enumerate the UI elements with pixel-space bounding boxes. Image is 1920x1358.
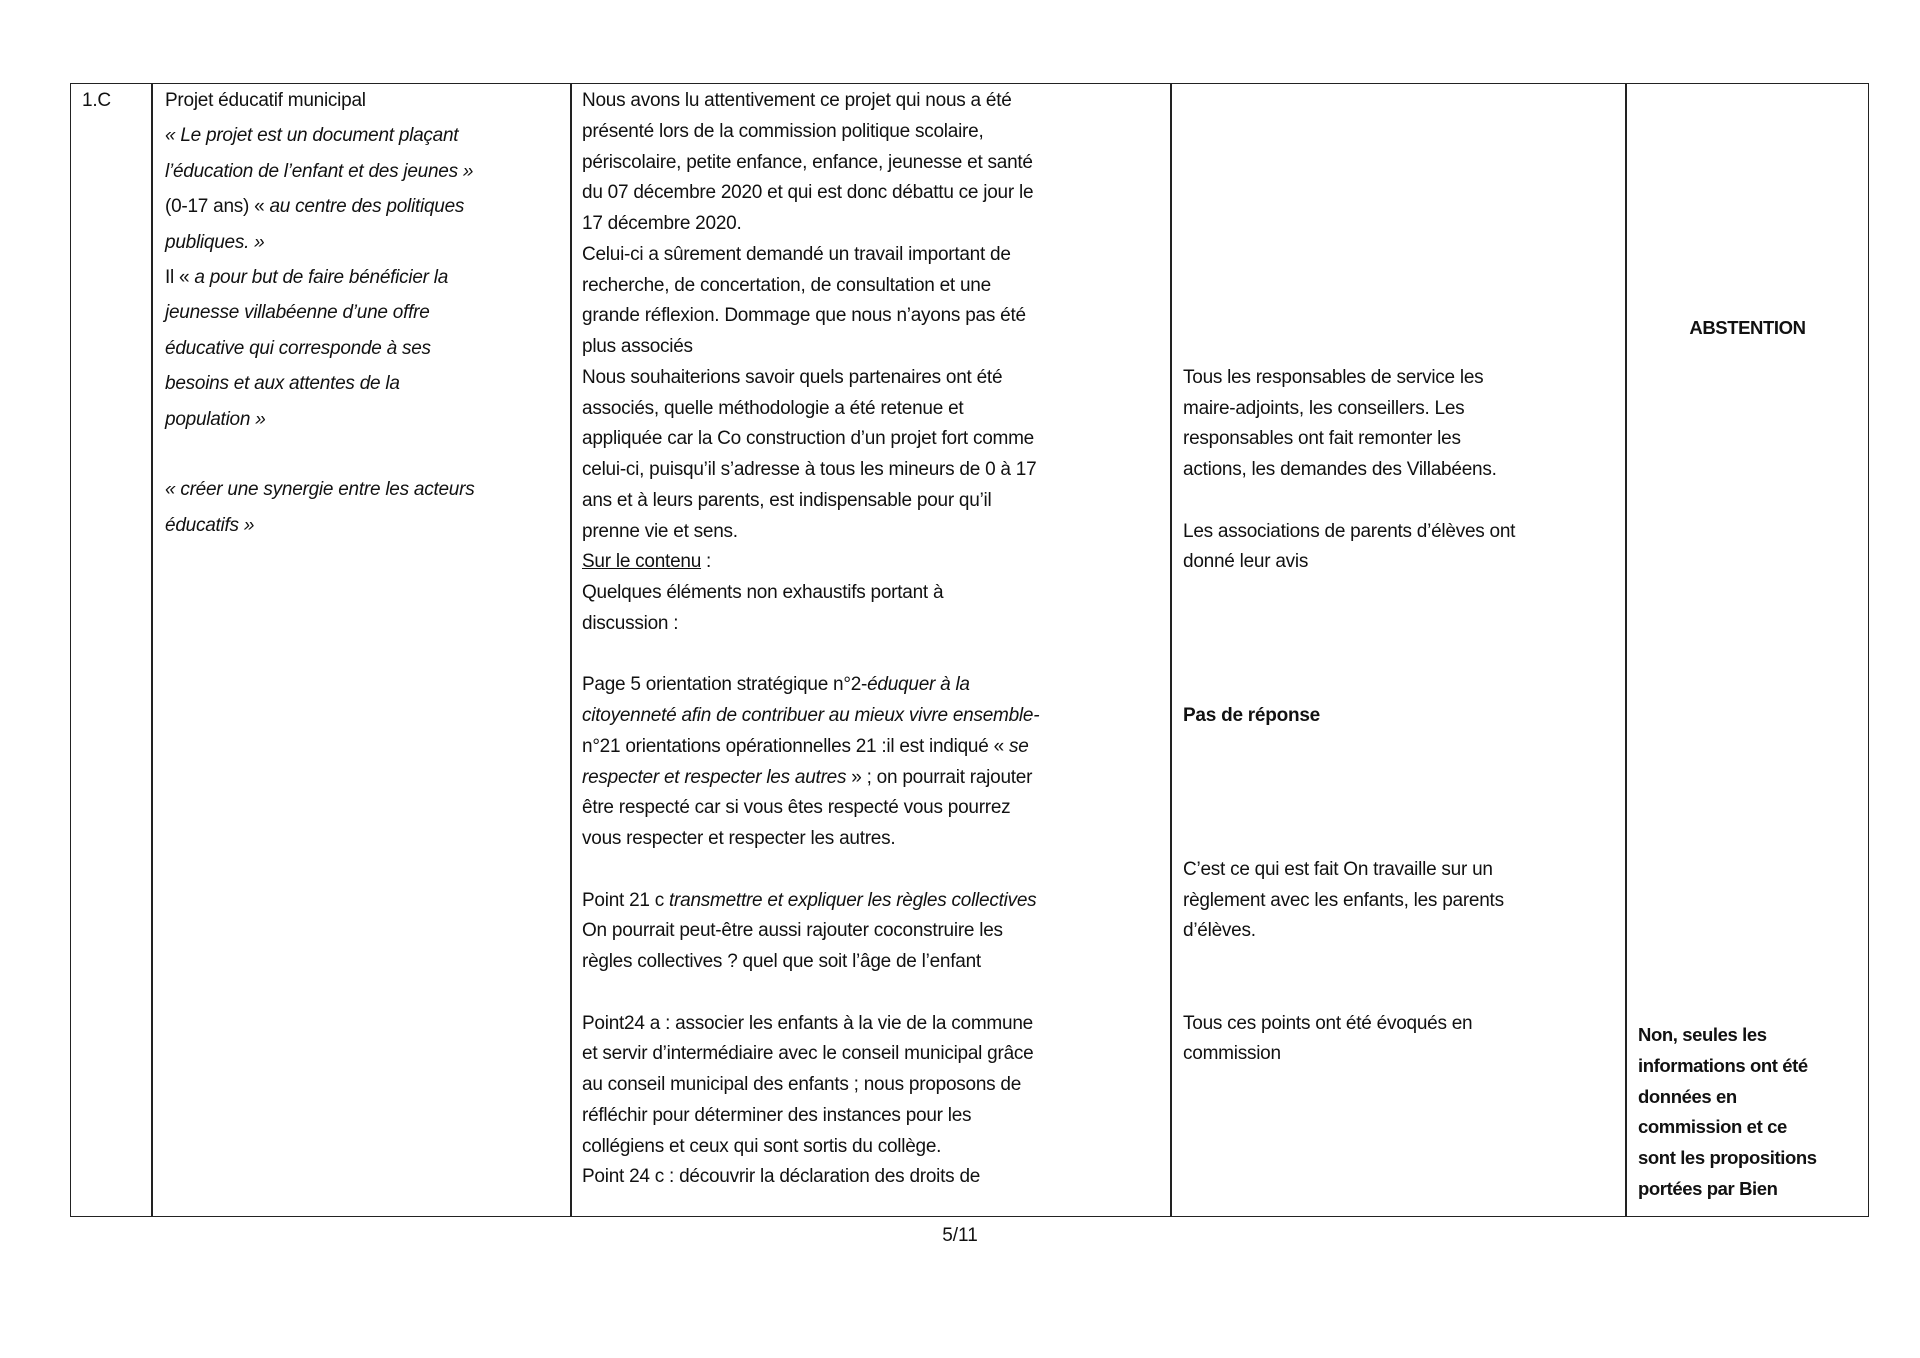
text-segment: celui-ci, puisqu’il s’adresse à tous les mineurs de 0 à 17 [582,459,1037,480]
text-line [1183,886,1515,917]
text-segment: éducative qui corresponde à ses [165,337,431,359]
text-line [1183,332,1515,363]
text-segment: Quelques éléments non exhaustifs portant à [582,582,944,603]
text-line [582,455,1039,486]
text-segment: réfléchir pour déterminer des instances pour les [582,1104,972,1126]
text-line [582,732,1039,763]
text-line [1183,824,1515,855]
text-line [1183,178,1515,209]
text-line [165,83,474,118]
text-line [582,916,1039,947]
text-line [582,363,1039,394]
text-line [1183,240,1515,271]
text-segment: plus associés [582,336,693,357]
text-line [1183,1039,1515,1070]
text-segment: maire-adjoints, les conseillers. Les [1183,397,1465,419]
text-segment: Nous avons lu attentivement ce projet qui nous a été [582,90,1012,111]
text-segment: présenté lors de la commission politique scolaire, [582,120,984,142]
text-line [1183,1009,1515,1040]
text-segment: « créer une synergie entre les acteurs [165,479,475,501]
text-line [582,301,1039,332]
text-segment: appliquée car la Co construction d’un projet fort comme [582,428,1034,450]
text-line [582,1132,1039,1163]
text-segment: d’élèves. [1183,920,1256,942]
text-line [582,332,1039,363]
text-line [1183,424,1515,455]
text-segment: éducatifs » [165,514,255,536]
row-id-cell [82,86,111,117]
text-line [1183,916,1515,947]
vote-comment-line: sont les propositions [1638,1147,1817,1168]
vote-decision: ABSTENTION [1689,317,1806,338]
text-line [582,793,1039,824]
text-segment: éduquer à la [867,674,970,696]
text-line [1183,301,1515,332]
text-segment: Point 24 c : découvrir la déclaration des droits de [582,1166,981,1188]
text-line [582,947,1039,978]
text-line [1183,455,1515,486]
text-line [165,437,474,472]
text-line [582,424,1039,455]
text-segment: publiques. » [165,231,265,253]
page-number: 5/11 [942,1225,978,1246]
text-line [582,763,1039,794]
text-line [1183,547,1515,578]
row-id: 1.C [82,90,111,111]
text-line [1183,609,1515,640]
text-segment: Celui-ci a sûrement demandé un travail important de [582,243,1011,265]
text-line [582,609,1039,640]
text-line [582,240,1039,271]
text-line [1183,209,1515,240]
text-line [165,331,474,366]
text-segment: grande réflexion. Dommage que nous n’ayons pas été [582,305,1026,327]
text-segment: Il « [165,266,195,288]
vote-cell [1626,313,1869,344]
text-segment: jeunesse villabéenne d’une offre [165,302,430,324]
text-line [582,148,1039,179]
text-segment: vous respecter et respecter les autres. [582,828,896,849]
text-line [582,394,1039,425]
text-line [582,670,1039,701]
text-line [1183,148,1515,179]
column-divider [1170,83,1172,1217]
vote-comment-line: portées par Bien [1638,1177,1778,1199]
text-line [582,517,1039,548]
text-segment: être respecté car si vous êtes respecté vous pourrez [582,797,1011,819]
text-line [165,402,474,437]
text-line [1183,394,1515,425]
text-line [582,209,1039,240]
vote-comment-line: Non, seules les [1638,1024,1767,1045]
text-segment: au conseil municipal des enfants ; nous proposons de [582,1074,1022,1095]
text-segment: donné leur avis [1183,551,1309,573]
text-segment: a pour but de faire bénéficier la [194,266,449,288]
vote-comment-line: informations ont été [1638,1054,1808,1076]
text-line [165,472,474,507]
text-segment: règles collectives ? quel que soit l’âge de l’enfant [582,951,981,972]
text-segment: population » [165,408,266,430]
text-segment: périscolaire, petite enfance, enfance, jeunesse et santé [582,151,1033,173]
text-line [582,1009,1039,1040]
text-line [582,578,1039,609]
text-segment: Point 21 c [582,889,670,911]
text-line [165,508,474,543]
text-segment: du 07 décembre 2020 et qui est donc débattu ce jour le [582,182,1034,204]
text-line [582,547,1039,578]
column-divider [1625,83,1627,1217]
text-segment: Tous les responsables de service les [1183,366,1484,388]
text-line [582,86,1039,117]
text-line [582,178,1039,209]
answer-cell [1183,86,1515,1070]
text-segment: règlement avec les enfants, les parents [1183,889,1504,911]
text-segment: prenne vie et sens. [582,520,738,542]
text-line [582,1070,1039,1101]
text-segment: « Le projet est un document plaçant [165,125,459,147]
text-segment: au centre des politiques [269,196,465,218]
text-segment: » ; on pourrait rajouter [846,766,1033,788]
text-segment: transmettre et expliquer les règles collectives [669,889,1037,911]
text-segment: commission [1183,1043,1281,1065]
text-line [1183,763,1515,794]
text-line [582,824,1039,855]
text-segment: Page 5 orientation stratégique n°2- [582,674,868,696]
text-line [1183,117,1515,148]
vote-comment-line: données en [1638,1085,1737,1107]
text-line [1183,978,1515,1009]
text-line [582,486,1039,517]
text-segment: besoins et aux attentes de la [165,373,400,395]
text-line [582,271,1039,302]
text-segment: (0-17 ans) « [165,196,270,218]
text-line [1183,670,1515,701]
text-line [1183,732,1515,763]
subject-cell [165,83,474,543]
text-segment: On pourrait peut-être aussi rajouter coconstruire les [582,920,1003,942]
text-segment: collégiens et ceux qui sont sortis du collège. [582,1135,942,1157]
text-line [1183,701,1515,732]
vote-comment-line: commission et ce [1638,1116,1787,1138]
text-segment: respecter et respecter les autres [582,766,847,788]
text-line [165,295,474,330]
text-line [582,701,1039,732]
text-segment: actions, les demandes des Villabéens. [1183,459,1497,480]
text-line [165,260,474,295]
text-segment: 17 décembre 2020. [582,213,742,234]
text-segment: associés, quelle méthodologie a été retenue et [582,397,964,419]
text-segment: n°21 orientations opérationnelles 21 :il est indiqué « [582,735,1009,757]
text-segment: Projet éducatif municipal [165,90,366,111]
text-line [582,117,1039,148]
text-segment: Sur le contenu [582,551,702,573]
text-segment: Pas de réponse [1183,705,1320,726]
text-line [165,225,474,260]
text-segment: l’éducation de l’enfant et des jeunes » [165,160,474,182]
text-segment: Point24 a : associer les enfants à la vie de la commune [582,1012,1033,1034]
text-segment: et servir d’intermédiaire avec le conseil municipal grâce [582,1043,1034,1065]
text-segment: : [701,551,712,573]
text-line [1183,578,1515,609]
text-segment: ans et à leurs parents, est indispensable pour qu’il [582,489,992,511]
text-line [165,118,474,153]
text-line [582,1101,1039,1132]
text-segment: Tous ces points ont été évoqués en [1183,1012,1473,1034]
text-line [165,189,474,224]
text-line [165,154,474,189]
text-line [582,978,1039,1009]
text-line [1183,640,1515,671]
text-line [1183,947,1515,978]
text-line [1183,486,1515,517]
question-cell [582,86,1039,1193]
text-segment: Nous souhaiterions savoir quels partenaires ont été [582,366,1003,388]
text-line [165,366,474,401]
text-line [1183,517,1515,548]
text-line [1183,86,1515,117]
vote-comment [1638,1020,1817,1205]
text-line [1183,271,1515,302]
text-segment: C’est ce qui est fait On travaille sur un [1183,858,1493,880]
column-divider [570,83,572,1217]
text-segment: Les associations de parents d’élèves ont [1183,520,1516,542]
text-line [582,886,1039,917]
text-line [582,1162,1039,1193]
text-line [1183,363,1515,394]
text-line [582,855,1039,886]
text-segment: se [1008,735,1029,757]
text-segment: citoyenneté afin de contribuer au mieux vivre ensemble- [582,705,1040,726]
text-segment: discussion : [582,612,679,634]
column-divider [151,83,153,1217]
text-line [1183,855,1515,886]
text-line [582,640,1039,671]
text-line [1183,793,1515,824]
text-line [582,1039,1039,1070]
text-segment: recherche, de concertation, de consultation et une [582,274,991,296]
text-segment: responsables ont fait remonter les [1183,428,1461,450]
